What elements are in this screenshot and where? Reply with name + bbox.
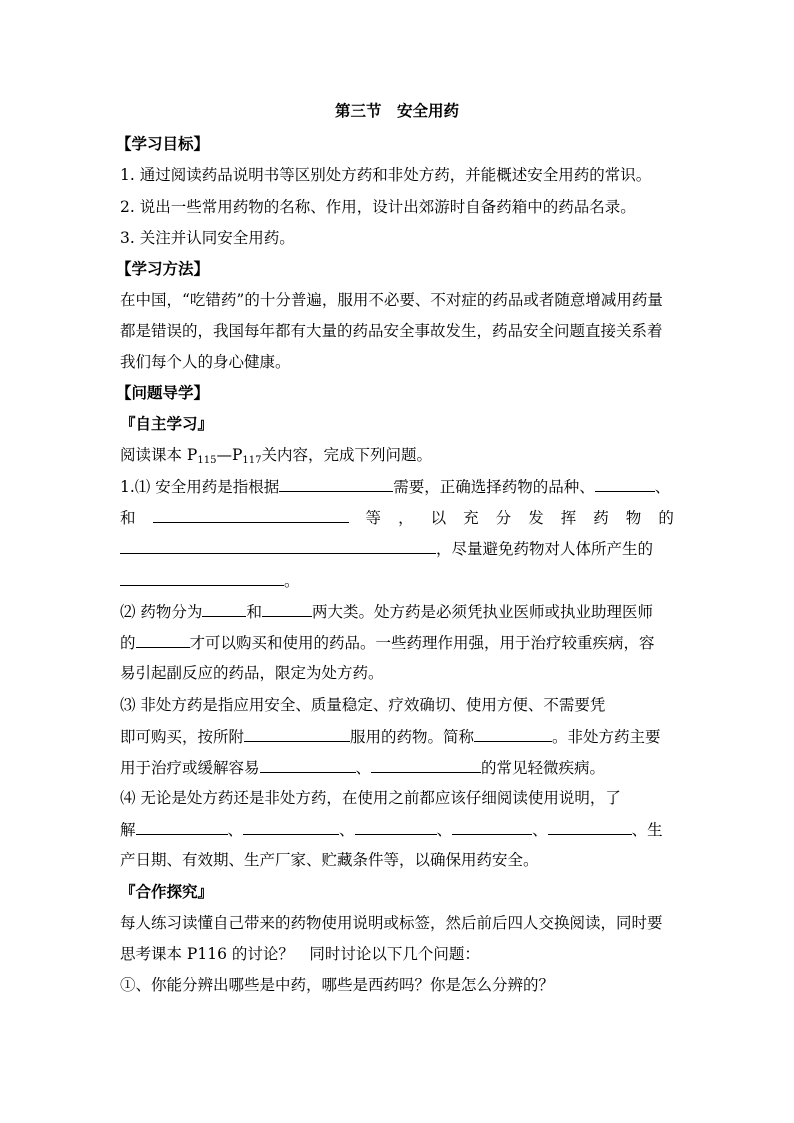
answer-blank[interactable] — [595, 476, 655, 492]
method-paragraph-line: 在中国，“吃错药”的十分普遍，服用不必要、不对症的药品或者随意增减用药量 — [120, 291, 663, 309]
objective-item: 2. 说出一些常用药物的名称、作用，设计出郊游时自备药箱中的药品名录。 — [120, 198, 636, 216]
cooperative-heading: 『合作探究』 — [120, 882, 214, 901]
answer-blank[interactable] — [474, 726, 552, 742]
cooperative-paragraph-line: 每人练习读懂自己带来的药物使用说明或标签，然后前后四人交换阅读，同时要 — [120, 914, 663, 932]
q1-word: 物 — [625, 509, 642, 527]
self-study-heading: 『自主学习』 — [120, 414, 214, 433]
q3-text: 即可购买，按所附 — [120, 728, 245, 746]
question-1-line-1 — [120, 476, 674, 497]
q2-text: 两大类。处方药是必须凭执业医师或执业助理医师 — [311, 603, 653, 621]
answer-blank[interactable] — [120, 538, 436, 554]
answer-blank[interactable] — [202, 601, 246, 617]
q2-text: 和 — [246, 603, 262, 621]
reading-prefix: 阅读课本 P — [120, 446, 198, 464]
q1-word: 以 — [430, 509, 447, 527]
question-2-line-3: 易引起副反应的药品，限定为处方药。 — [120, 664, 384, 682]
q1-word: 和 — [120, 509, 136, 527]
question-2-line-2 — [120, 632, 674, 653]
q1-word: 挥 — [560, 509, 577, 527]
q1-word: 药 — [593, 509, 609, 527]
answer-blank[interactable] — [136, 819, 228, 835]
q1-word: 分 — [495, 509, 512, 527]
question-1-line-3 — [120, 538, 674, 559]
page-title: 第三节 安全用药 — [334, 101, 459, 120]
method-paragraph-line: 我们每个人的身心健康。 — [120, 353, 291, 371]
question-3-line-3 — [120, 757, 674, 778]
q4-separator: 、 — [436, 821, 453, 839]
objective-item: 1. 通过阅读药品说明书等区别处方药和非处方药，并能概述安全用药的常识。 — [120, 166, 652, 184]
reading-dash: —P — [216, 446, 243, 464]
q4-separator: 、 — [339, 821, 355, 839]
method-paragraph-line: 都是错误的，我国每年都有大量的药品安全事故发生，药品安全问题直接关系着 — [120, 322, 663, 340]
objective-item: 3. 关注并认同安全用药。 — [120, 229, 295, 247]
q1-word: 等 — [365, 509, 382, 527]
answer-blank[interactable] — [136, 632, 190, 648]
question-1-line-4 — [120, 570, 674, 591]
q2-text: 的 — [120, 634, 136, 652]
q4-text: 解 — [120, 821, 136, 839]
question-4-line-3: 产日期、有效期、生产厂家、贮藏条件等，以确保用药安全。 — [120, 851, 539, 869]
q1-text: ，尽量避免药物对人体所产生的 — [436, 540, 654, 558]
answer-blank[interactable] — [452, 819, 532, 835]
question-3-line-1: ⑶ 非处方药是指应用安全、质量稳定、疗效确切、使用方便、不需要凭 — [120, 696, 606, 714]
answer-blank[interactable] — [279, 476, 393, 492]
reading-page-start: 115 — [197, 455, 217, 466]
discussion-question: ①、你能分辨出哪些是中药，哪些是西药吗？你是怎么分辨的？ — [120, 976, 555, 994]
q1-word: ， — [398, 509, 414, 527]
reading-suffix: 关内容，完成下列问题。 — [261, 446, 432, 464]
q3-text: 用于治疗或缓解容易 — [120, 759, 260, 777]
guide-heading: 【问题导学】 — [116, 383, 210, 402]
reading-page-end: 117 — [242, 455, 262, 466]
q1-text: 、 — [654, 478, 671, 496]
question-4-line-2 — [120, 819, 674, 840]
q3-text: 、 — [355, 759, 372, 777]
answer-blank[interactable] — [262, 601, 312, 617]
q1-text: 。 — [284, 572, 300, 590]
cooperative-paragraph-line: 思考课本 P116 的讨论？ 同时讨论以下几个问题： — [120, 945, 480, 963]
answer-blank[interactable] — [371, 757, 481, 773]
q3-text: 的常见轻微疾病。 — [481, 759, 606, 777]
q1-word: 充 — [463, 509, 479, 527]
q3-text: 。非处方药主要 — [552, 728, 661, 746]
answer-blank[interactable] — [355, 819, 437, 835]
q1-text: 1.⑴ 安全用药是指根据 — [120, 478, 280, 496]
method-heading: 【学习方法】 — [116, 259, 210, 278]
q4-separator: 、 — [532, 821, 548, 839]
answer-blank[interactable] — [120, 570, 284, 586]
q2-text: 才可以购买和使用的药品。一些药理作用强，用于治疗较重疾病，容 — [189, 634, 655, 652]
reading-instruction — [120, 445, 674, 471]
objectives-heading: 【学习目标】 — [116, 134, 210, 153]
q1-text: 需要，正确选择药物的品种、 — [393, 478, 595, 496]
q4-separator: 、 — [227, 821, 244, 839]
question-4-line-1: ⑷ 无论是处方药还是非处方药，在使用之前都应该仔细阅读使用说明，了 — [120, 789, 621, 807]
answer-blank[interactable] — [260, 757, 356, 773]
q1-word: 的 — [658, 509, 674, 527]
q2-text: ⑵ 药物分为 — [120, 603, 203, 621]
q1-word: 发 — [528, 509, 544, 527]
answer-blank[interactable] — [243, 819, 339, 835]
q4-text: 、生 — [631, 821, 663, 839]
question-3-line-2 — [120, 726, 674, 747]
answer-blank[interactable] — [153, 507, 349, 523]
answer-blank[interactable] — [244, 726, 350, 742]
question-1-line-2 — [120, 507, 674, 528]
answer-blank[interactable] — [548, 819, 632, 835]
q3-text: 服用的药物。简称 — [350, 728, 475, 746]
question-2-line-1 — [120, 601, 674, 622]
